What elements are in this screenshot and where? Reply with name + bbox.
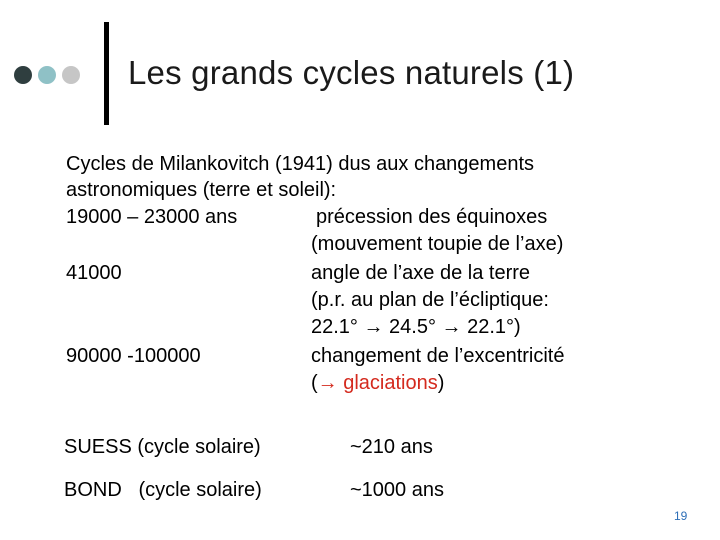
cycle-desc-eccentricity-effect — [311, 373, 444, 393]
cycle-desc-obliquity-detail: (p.r. au plan de l’écliptique: — [311, 289, 549, 311]
paren-open: ( — [311, 372, 318, 394]
teal-dot-icon — [38, 66, 56, 84]
intro-line-2: astronomiques (terre et soleil): — [66, 179, 337, 201]
solar-cycle-bond-value: ~1000 ans — [350, 479, 444, 501]
cycle-desc-obliquity-values: 22.1° → 24.5° → 22.1°) — [311, 316, 521, 338]
title-divider — [104, 22, 109, 125]
cycle-period-obliquity: 41000 — [66, 262, 122, 284]
solar-cycle-bond-name: BOND (cycle solaire) — [64, 479, 262, 501]
intro-line-1: Cycles de Milankovitch (1941) dus aux changements — [66, 153, 535, 175]
cycle-desc-eccentricity: changement de l’excentricité — [311, 345, 565, 367]
glaciations-highlight: → glaciations — [317, 372, 438, 394]
paren-close: ) — [437, 372, 445, 394]
gray-dot-icon — [62, 66, 80, 84]
cycle-period-precession: 19000 – 23000 ans — [66, 206, 238, 228]
cycle-desc-precession-detail: (mouvement toupie de l’axe) — [311, 233, 564, 255]
page-number: 19 — [674, 509, 688, 523]
cycle-desc-obliquity: angle de l’axe de la terre — [311, 262, 531, 284]
slide-title: Les grands cycles naturels (1) — [128, 54, 575, 91]
cycle-period-eccentricity: 90000 -100000 — [66, 345, 201, 367]
dark-dot-icon — [14, 66, 32, 84]
solar-cycle-suess-value: ~210 ans — [350, 436, 433, 458]
cycle-desc-precession: précession des équinoxes — [316, 206, 548, 228]
solar-cycle-suess-name: SUESS (cycle solaire) — [64, 436, 261, 458]
